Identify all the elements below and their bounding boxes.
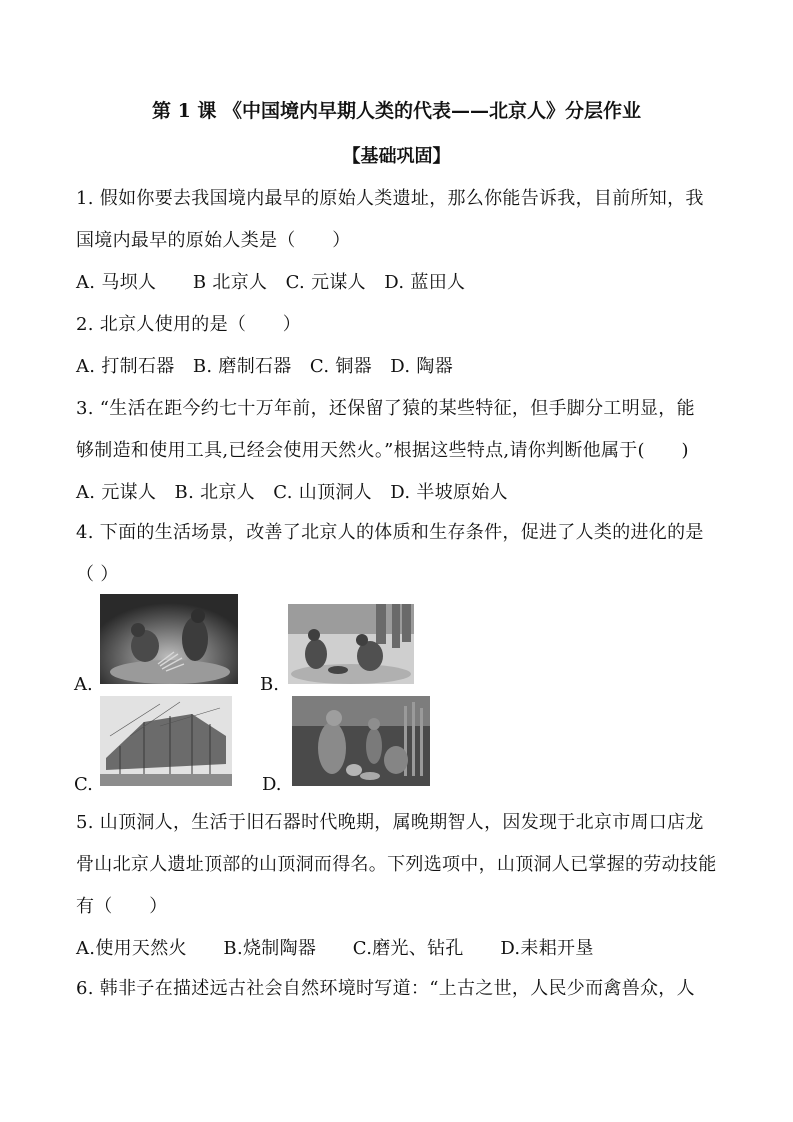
q1-options: A. 马坝人 B 北京人 C. 元谋人 D. 蓝田人: [76, 272, 466, 293]
q1-line-1: 1. 假如你要去我国境内最早的原始人类遗址，那么你能告诉我，目前所知，我: [76, 188, 704, 209]
option-b-image: [288, 604, 414, 684]
section-heading: 【基础巩固】: [342, 146, 451, 167]
q2-line-1: 2. 北京人使用的是（ ）: [76, 314, 302, 335]
q5-line-3: 有（ ）: [76, 896, 168, 917]
option-c-label: C.: [74, 774, 93, 795]
q4-line-2: （ ）: [76, 564, 119, 585]
q5-line-2: 骨山北京人遗址顶部的山顶洞而得名。下列选项中，山顶洞人已掌握的劳动技能: [76, 854, 717, 875]
option-c-image: [100, 696, 232, 786]
q3-options: A. 元谋人 B. 北京人 C. 山顶洞人 D. 半坡原始人: [76, 482, 508, 503]
q6-line-1: 6. 韩非子在描述远古社会自然环境时写道：“上古之世，人民少而禽兽众，人: [76, 978, 695, 999]
q5-line-1: 5. 山顶洞人，生活于旧石器时代晚期，属晚期智人，因发现于北京市周口店龙: [76, 812, 704, 833]
option-a-image: [100, 594, 238, 684]
q3-line-1: 3. “生活在距今约七十万年前，还保留了猿的某些特征，但手脚分工明显，能: [76, 398, 695, 419]
q3-line-2: 够制造和使用工具,已经会使用天然火。”根据这些特点,请你判断他属于( ): [76, 440, 689, 461]
option-d-image: [292, 696, 430, 786]
q2-options: A. 打制石器 B. 磨制石器 C. 铜器 D. 陶器: [76, 356, 454, 377]
option-a-label: A.: [74, 674, 93, 695]
q5-options: A.使用天然火 B.烧制陶器 C.磨光、钻孔 D.耒耜开垦: [76, 938, 594, 959]
page-title: 第 1 课 《中国境内早期人类的代表——北京人》分层作业: [151, 100, 642, 122]
option-d-label: D.: [262, 774, 282, 795]
q1-line-2: 国境内最早的原始人类是（ ）: [76, 230, 351, 251]
option-b-label: B.: [260, 674, 279, 695]
q4-line-1: 4. 下面的生活场景，改善了北京人的体质和生存条件，促进了人类的进化的是: [76, 522, 704, 543]
